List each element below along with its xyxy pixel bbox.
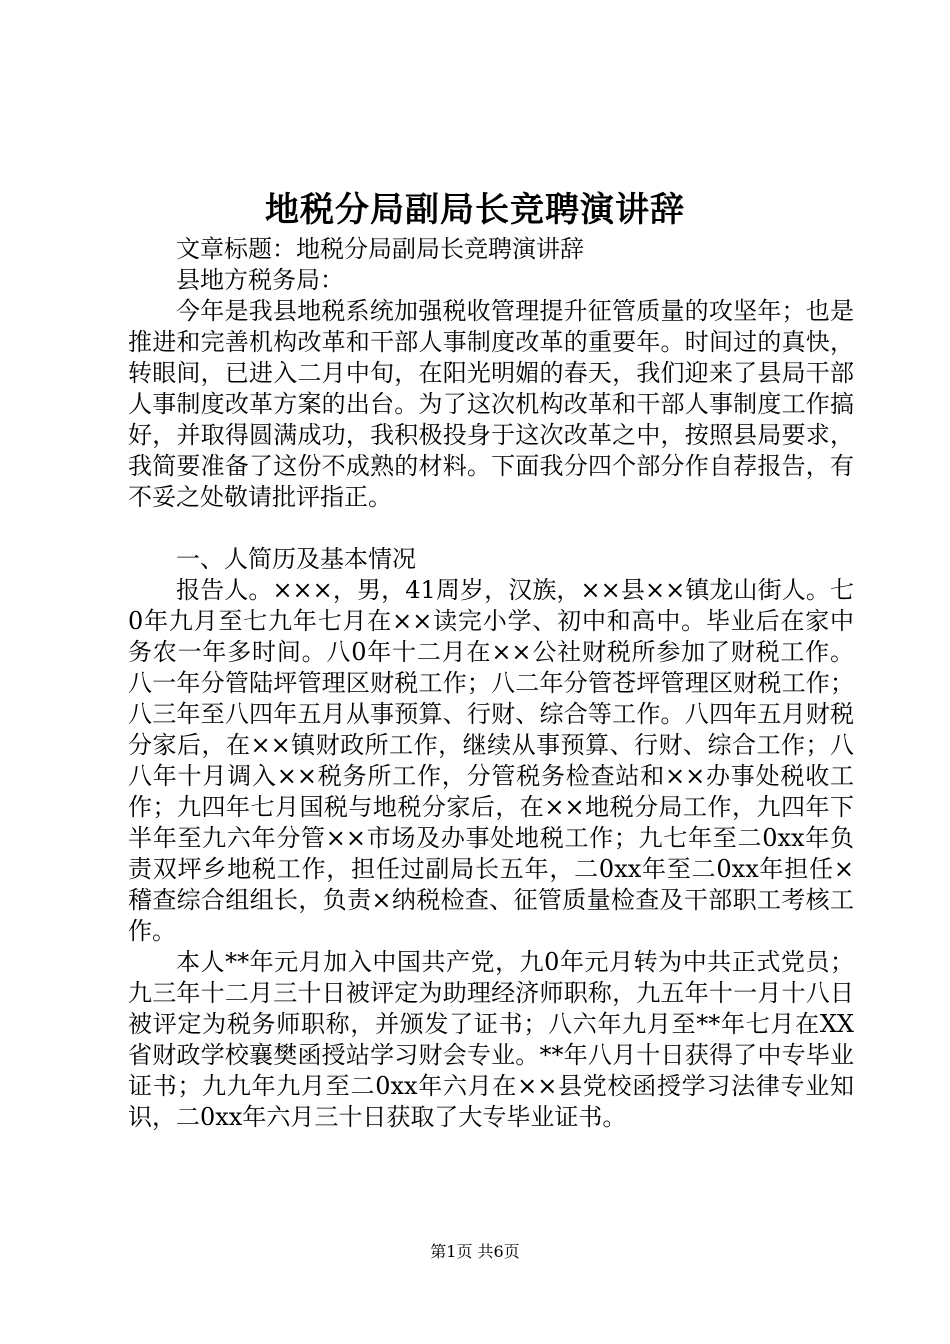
section-heading: 一、人简历及基本情况: [176, 545, 416, 573]
party-education-paragraph: 本人**年元月加入中国共产党，九0年元月转为中共正式党员；九三年十二月三十日被评定为助理经济师职称，九五年十一月十八日被评定为税务师职称，并颁发了证书；八六年九月至**年七月在XX省财政学校襄樊函授站学习财会专业。**年八月十日获得了中专毕业证书；九九年九月至二0xx年六月在××县党校函授学习法律专业知识，二0xx年六月三十日获取了大专毕业证书。: [128, 948, 854, 1131]
salutation: 县地方税务局：: [176, 266, 344, 294]
article-title-line: 文章标题：地税分局副局长竞聘演讲辞: [176, 235, 584, 263]
resume-paragraph: 报告人。×××，男，41周岁，汉族，××县××镇龙山街人。七0年九月至七九年七月在××读完小学、初中和高中。毕业后在家中务农一年多时间。八0年十二月在××公社财税所参加了财税工作。八一年分管陆坪管理区财税工作；八二年分管苍坪管理区财税工作；八三年至八四年五月从事预算、行财、综合等工作。八四年五月财税分家后，在××镇财政所工作，继续从事预算、行财、综合工作；八八年十月调入××税务所工作，分管税务检查站和××办事处税收工作；九四年七月国税与地税分家后，在××地税分局工作，九四年下半年至九六年分管××市场及办事处地税工作；九七年至二0xx年负责双坪乡地税工作，担任过副局长五年，二0xx年至二0xx年担任×稽查综合组组长，负责×纳税检查、征管质量检查及干部职工考核工作。: [128, 576, 854, 945]
page-number-footer: 第1页 共6页: [430, 1242, 520, 1261]
document-title: 地税分局副局长竞聘演讲辞: [265, 190, 685, 230]
intro-paragraph: 今年是我县地税系统加强税收管理提升征管质量的攻坚年；也是推进和完善机构改革和干部人事制度改革的重要年。时间过的真快，转眼间，已进入二月中旬，在阳光明媚的春天，我们迎来了县局干部人事制度改革方案的出台。为了这次机构改革和干部人事制度工作搞好，并取得圆满成功，我积极投身于这次改革之中，按照县局要求，我简要准备了这份不成熟的材料。下面我分四个部分作自荐报告，有不妥之处敬请批评指正。: [128, 297, 854, 511]
document-body: [128, 234, 854, 1133]
